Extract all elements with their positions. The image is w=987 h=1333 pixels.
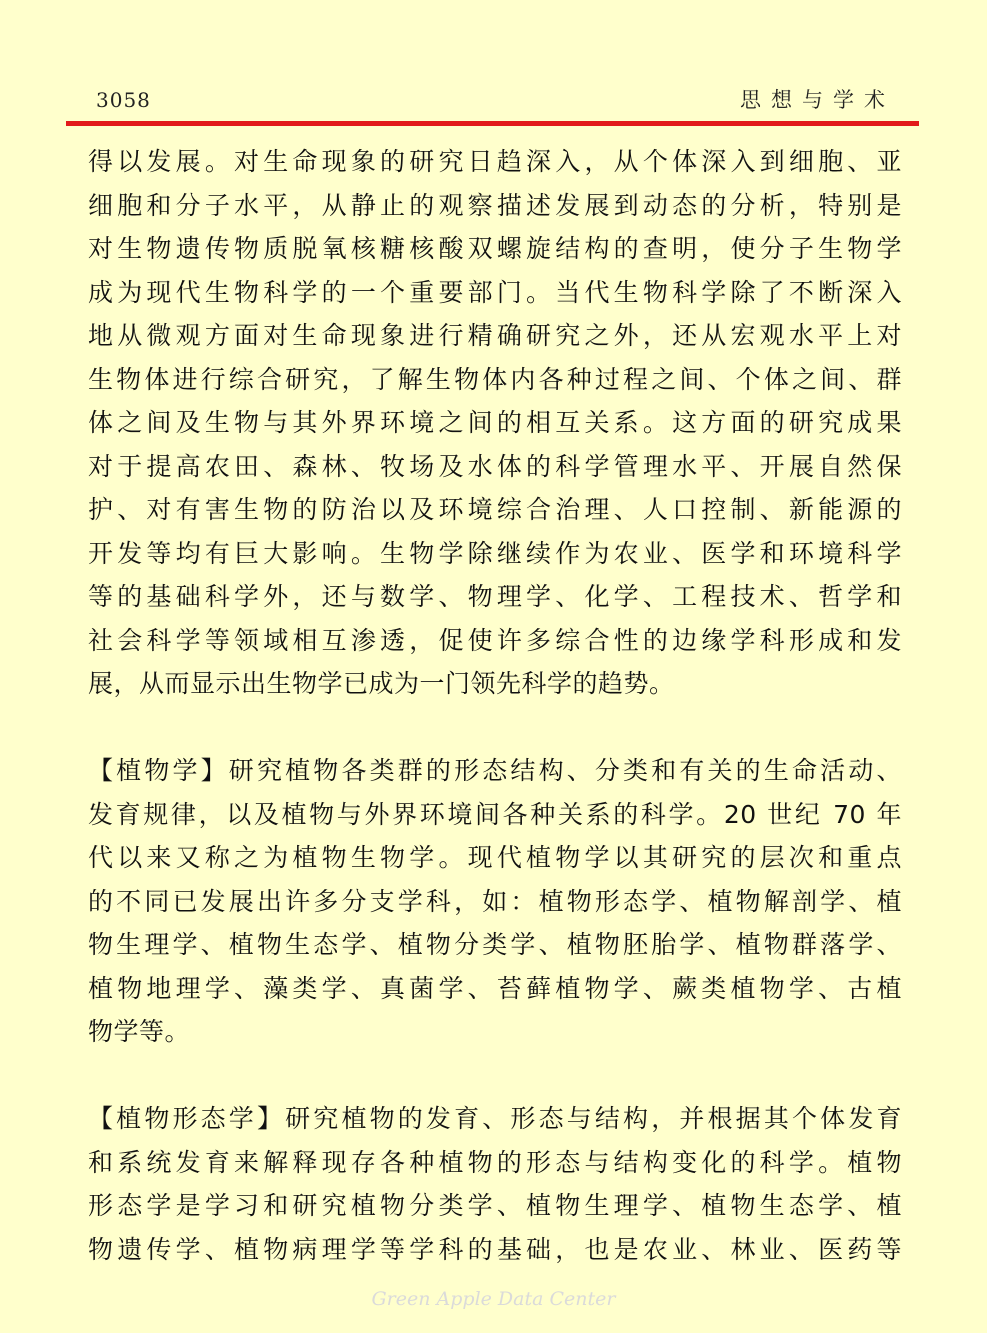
text-line: 物生理学、植物生态学、植物分类学、植物胚胎学、植物群落学、 [88, 930, 902, 959]
text-line: 护、对有害生物的防治以及环境综合治理、人口控制、新能源的 [88, 495, 902, 524]
text-line: 成为现代生物科学的一个重要部门。当代生物科学除了不断深入 [88, 277, 902, 307]
text-line: 得以发展。对生命现象的研究日趋深入，从个体深入到细胞、亚 [88, 147, 902, 176]
paragraph-gap [88, 706, 902, 750]
text-line: 等的基础科学外，还与数学、物理学、化学、工程技术、哲学和 [88, 582, 902, 611]
text-line: 【植物形态学】研究植物的发育、形态与结构，并根据其个体发育 [88, 1104, 902, 1133]
text-line: 地从微观方面对生命现象进行精确研究之外，还从宏观水平上对 [88, 321, 902, 350]
text-line: 生物体进行综合研究，了解生物体内各种过程之间、个体之间、群 [88, 364, 902, 394]
text-line: 代以来又称之为植物生物学。现代植物学以其研究的层次和重点 [88, 843, 902, 872]
text-line: 细胞和分子水平，从静止的观察描述发展到动态的分析，特别是 [88, 190, 902, 220]
text-line: 物学等。 [88, 1017, 191, 1046]
text-line: 物遗传学、植物病理学等学科的基础，也是农业、林业、医药等 [88, 1234, 902, 1264]
text-line: 体之间及生物与其外界环境之间的相互关系。这方面的研究成果 [88, 408, 902, 437]
page-number: 3058 [96, 88, 151, 112]
entry-botany [88, 749, 902, 1054]
text-line: 对于提高农田、森林、牧场及水体的科学管理水平、开展自然保 [88, 451, 902, 481]
text-line: 形态学是学习和研究植物分类学、植物生理学、植物生态学、植 [88, 1191, 902, 1220]
body-text [88, 140, 902, 1271]
text-line: 对生物遗传物质脱氧核糖核酸双螺旋结构的查明，使分子生物学 [88, 234, 902, 263]
text-line: 发育规律，以及植物与外界环境间各种关系的科学。20 世纪 70 年 [88, 799, 902, 829]
text-line: 展，从而显示出生物学已成为一门领先科学的趋势。 [88, 669, 675, 698]
text-line: 植物地理学、藻类学、真菌学、苔藓植物学、蕨类植物学、古植 [88, 973, 902, 1003]
entry-plant-morphology [88, 1097, 902, 1271]
watermark: Green Apple Data Center [371, 1288, 616, 1310]
text-line: 的不同已发展出许多分支学科，如：植物形态学、植物解剖学、植 [88, 886, 902, 916]
text-line: 【植物学】研究植物各类群的形态结构、分类和有关的生命活动、 [88, 756, 902, 785]
paragraph-gap [88, 1054, 902, 1098]
text-line: 开发等均有巨大影响。生物学除继续作为农业、医学和环境科学 [88, 538, 902, 568]
text-line: 社会科学等领域相互渗透，促使许多综合性的边缘学科形成和发 [88, 625, 902, 655]
paragraph-biology-development [88, 140, 902, 706]
text-line: 和系统发育来解释现存各种植物的形态与结构变化的科学。植物 [88, 1147, 902, 1177]
running-title: 思想与学术 [740, 88, 895, 112]
header-rule [66, 121, 919, 126]
